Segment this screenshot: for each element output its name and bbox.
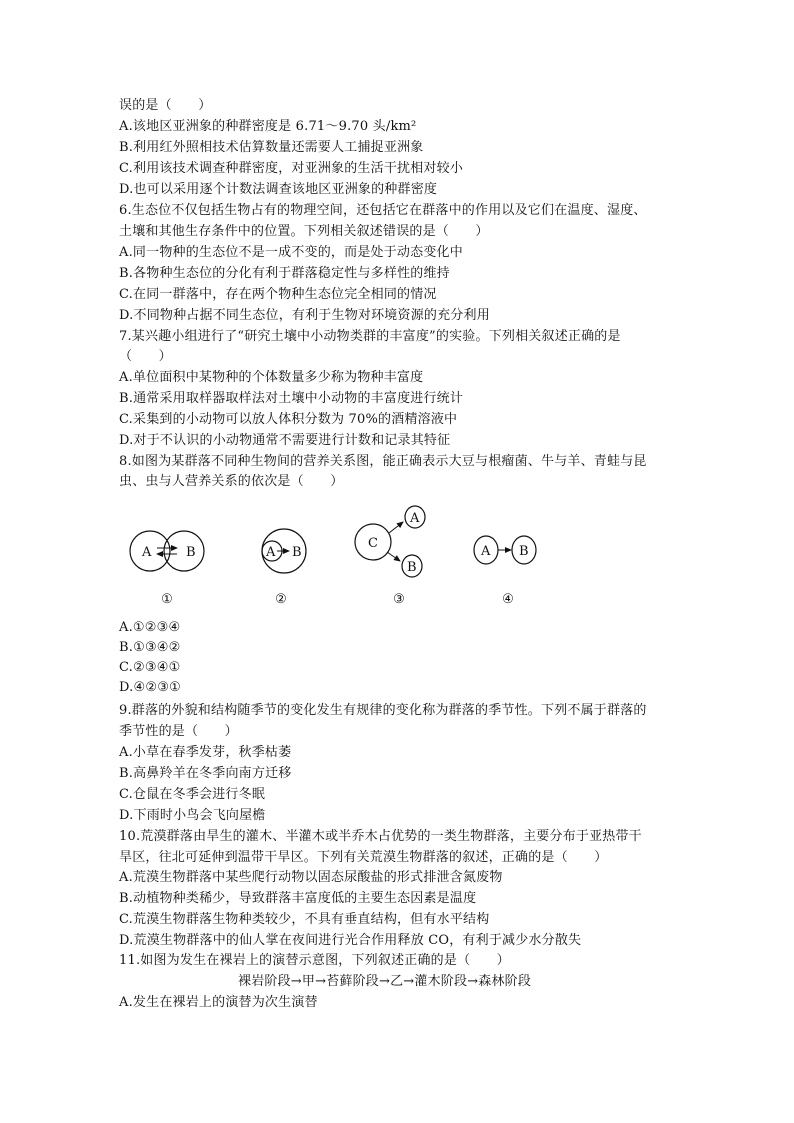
question-line: 旱区，往北可延伸到温带干旱区。下列有关荒漠生物群落的叙述，正确的是（ ） [119,850,608,865]
question-line: 10.荒漠群落由旱生的灌木、半灌木或半乔木占优势的一类生物群落，主要分布于亚热带干 [119,829,642,844]
panel-3-competition [355,506,425,607]
arrow-c-to-b [387,552,400,561]
option-line: B.各物种生态位的分化有利于群落稳定性与多样性的维持 [119,266,450,281]
option-line: B.动植物种类稀少，导致群落丰富度低的主要生态因素是温度 [119,891,477,906]
option-line: C.仓鼠在冬季会进行冬眠 [119,787,266,802]
option-line: A.发生在裸岩上的演替为次生演替 [119,995,318,1010]
option-line: A.小草在春季发芽，秋季枯萎 [119,745,292,760]
option-line: C.在同一群落中，存在两个物种生态位完全相同的情况 [119,287,437,302]
question-line: 土壤和其他生存条件中的位置。下列相关叙述错误的是（ ） [119,224,489,239]
option-line: D.也可以采用逐个计数法调查该地区亚洲象的种群密度 [119,182,438,197]
option-line: A.单位面积中某物种的个体数量多少称为物种丰富度 [119,370,424,385]
option-line: A.①②③④ [119,620,181,635]
label-c: C [368,536,378,551]
question-line: 虫、虫与人营养关系的依次是（ ） [119,474,344,489]
panel-1-mutualism [130,531,204,607]
arrow-c-to-a [389,522,403,533]
option-line: A.同一物种的生态位不是一成不变的，而是处于动态变化中 [119,245,463,260]
label-b: B [519,544,529,559]
option-line: D.④②③① [119,680,181,695]
label-b: B [186,545,196,560]
question-line: 7.某兴趣小组进行了“研究土壤中小动物类群的丰富度”的实验。下列相关叙述正确的是 [119,329,621,344]
panel-4-predation [474,536,536,607]
option-line: B.①③④② [119,640,181,655]
label-a: A [266,545,276,560]
question-line: 9.群落的外貌和结构随季节的变化发生有规律的变化称为群落的季节性。下列不属于群落的 [119,703,647,718]
nutrition-relationship-diagram [119,497,551,613]
panel-2-parasitism [262,529,306,607]
option-line: D.荒漠生物群落中的仙人掌在夜间进行光合作用释放 CO，有利于减少水分散失 [119,933,582,948]
option-line: B.高鼻羚羊在冬季向南方迁移 [119,766,292,781]
option-line: D.不同物种占据不同生态位，有利于生物对环境资源的充分利用 [119,308,490,323]
option-line: A.荒漠生物群落中某些爬行动物以固态尿酸盐的形式排泄含氮废物 [119,870,503,885]
option-line: C.利用该技术调查种群密度，对亚洲象的生活干扰相对较小 [119,161,464,176]
option-line: D.对于不认识的小动物通常不需要进行计数和记录其特征 [119,433,451,448]
label-a: A [142,545,152,560]
option-line: A.该地区亚洲象的种群密度是 6.71～9.70 头/km² [119,119,417,134]
panel-number: ② [275,592,287,607]
option-line: B.通常采用取样器取样法对土壤中小动物的丰富度进行统计 [119,391,464,406]
option-line: B.利用红外照相技术估算数量还需要人工捕捉亚洲象 [119,140,424,155]
question-line: 6.生态位不仅包括生物占有的物理空间，还包括它在群落中的作用以及它们在温度、湿度、 [119,203,647,218]
label-a: A [410,511,420,526]
option-line: D.下雨时小鸟会飞向屋檐 [119,808,266,823]
text-line: 误的是（ ） [119,98,212,113]
question-line: （ ） [119,349,172,364]
question-line: 季节性的是（ ） [119,724,238,739]
panel-number: ③ [393,592,405,607]
question-line: 8.如图为某群落不同种生物间的营养关系图，能正确表示大豆与根瘤菌、牛与羊、青蛙与昆 [119,454,647,469]
option-line: C.荒漠生物群落生物种类较少，不具有垂直结构，但有水平结构 [119,912,490,927]
label-a: A [481,544,491,559]
option-line: C.②③④① [119,660,181,675]
panel-number: ④ [502,592,514,607]
question-line: 11.如图为发生在裸岩上的演替示意图，下列叙述正确的是（ ） [119,953,510,968]
panel-number: ① [161,592,173,607]
label-b: B [407,560,417,575]
label-b: B [292,545,302,560]
option-line: C.采集到的小动物可以放人体积分数为 70%的酒精溶液中 [119,412,458,427]
succession-sequence: 裸岩阶段→甲→苔藓阶段→乙→灌木阶段→森林阶段 [238,974,532,989]
